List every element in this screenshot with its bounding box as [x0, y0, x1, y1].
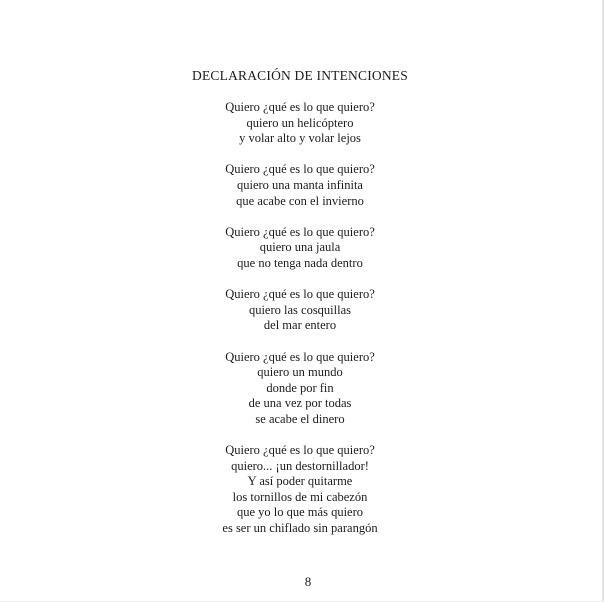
poem-line: quiero una manta infinita	[236, 177, 363, 192]
poem-line: que no tenga nada dentro	[237, 255, 363, 270]
poem-line: quiero un mundo	[257, 365, 343, 380]
poem-line: Quiero ¿qué es lo que quiero?	[225, 287, 375, 302]
poem-line: que acabe con el invierno	[236, 193, 364, 208]
stanza	[0, 100, 600, 147]
poem-line: es ser un chiflado sin parangón	[222, 521, 378, 536]
poem-line: quiero un helicóptero	[246, 115, 354, 130]
poem-line: y volar alto y volar lejos	[239, 131, 361, 146]
poem-line: que yo lo que más quiero	[236, 505, 363, 520]
poem-line: Y así poder quitarme	[247, 474, 353, 489]
poem-title: DECLARACIÓN DE INTENCIONES	[192, 68, 408, 83]
stanza	[0, 443, 600, 537]
stanza	[0, 287, 600, 334]
poem-line: Quiero ¿qué es lo que quiero?	[225, 443, 375, 458]
poem-line: se acabe el dinero	[255, 411, 345, 426]
poem-line: Quiero ¿qué es lo que quiero?	[225, 349, 375, 364]
poem-line: quiero... ¡un destornillador!	[231, 458, 369, 473]
poem-line: donde por fin	[266, 380, 334, 395]
poem-line: quiero las cosquillas	[248, 302, 352, 317]
stanza	[0, 162, 600, 209]
poem-line: Quiero ¿qué es lo que quiero?	[225, 224, 375, 239]
poem-line: quiero una jaula	[259, 240, 341, 255]
page-number: 8	[304, 574, 312, 589]
poem-line: Quiero ¿qué es lo que quiero?	[225, 100, 375, 114]
poem-body	[0, 100, 600, 552]
poem-line: los tornillos de mi cabezón	[232, 489, 368, 504]
poem-line: Quiero ¿qué es lo que quiero?	[225, 162, 375, 177]
stanza	[0, 225, 600, 272]
poem-line: de una vez por todas	[248, 396, 352, 411]
stanza	[0, 350, 600, 428]
poem-line: del mar entero	[263, 318, 337, 333]
